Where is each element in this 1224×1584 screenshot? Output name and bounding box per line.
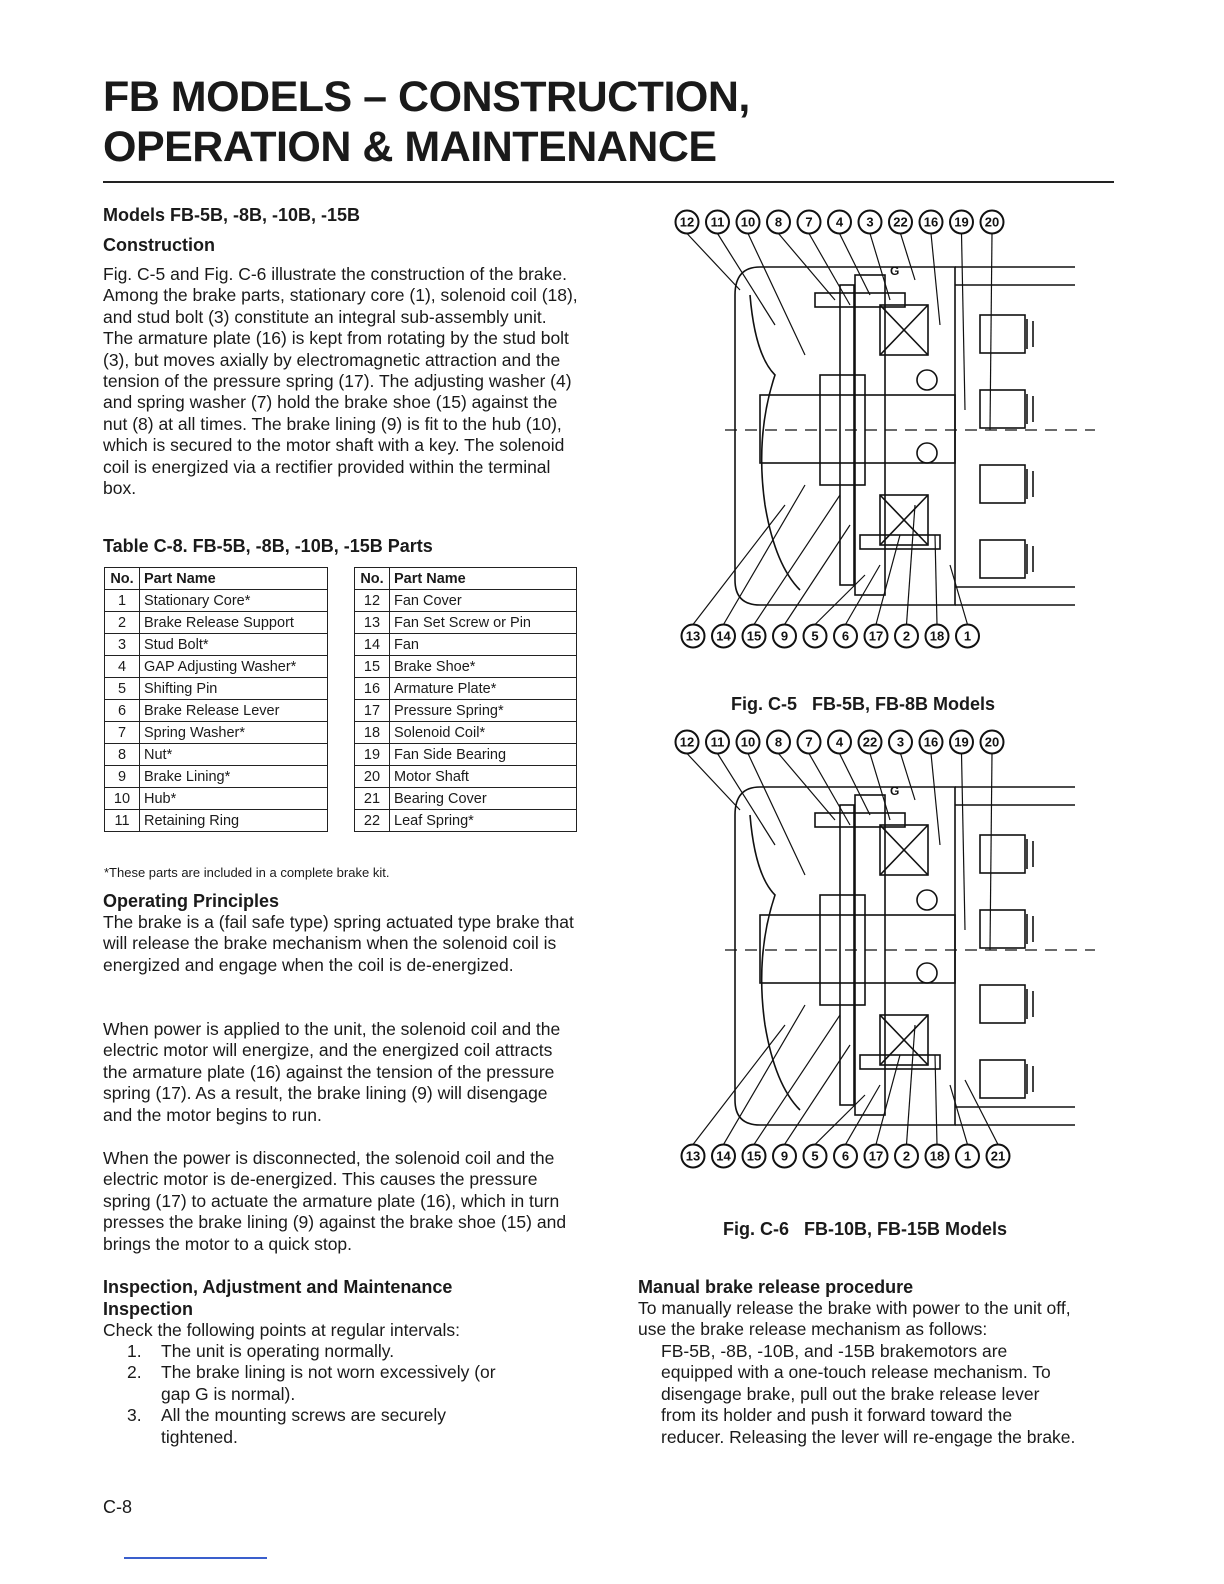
table-row	[355, 810, 577, 832]
callout-number: 1	[963, 1148, 972, 1164]
table-row	[355, 612, 577, 634]
motor-shaft	[760, 915, 955, 983]
part-name: Spring Washer*	[140, 722, 328, 744]
callout-number: 12	[679, 734, 695, 750]
callout-1	[956, 625, 979, 648]
part-number: 22	[355, 810, 390, 832]
callout-number: 20	[984, 214, 1000, 230]
callout-14	[712, 625, 735, 648]
callout-22	[889, 211, 912, 234]
callout-8	[767, 211, 790, 234]
manual-release-body: To manually release the brake with power to the unit off, use the brake release mechanism as follows:	[638, 1298, 1071, 1340]
leader-line	[687, 754, 740, 811]
callout-5	[804, 1145, 827, 1168]
part-name: Shifting Pin	[140, 678, 328, 700]
part-number: 6	[105, 700, 140, 722]
callout-2	[895, 625, 918, 648]
table-row	[355, 590, 577, 612]
operating-heading: Operating Principles	[103, 891, 280, 911]
cooling-fin	[980, 985, 1025, 1023]
figure-c6-caption: Fig. C-6 FB-10B, FB-15B Models	[723, 1219, 1008, 1239]
list-item-text: All the mounting screws are securely tightened.	[161, 1405, 446, 1447]
callout-number: 5	[811, 1148, 819, 1164]
bearing	[917, 370, 937, 390]
callout-number: 11	[710, 734, 725, 750]
part-number: 15	[355, 656, 390, 678]
inspection-subheading: Inspection	[103, 1299, 194, 1319]
callout-number: 1	[963, 628, 972, 644]
callout-5	[804, 625, 827, 648]
title-rule	[103, 181, 1114, 183]
col-no-header: No.	[105, 568, 140, 590]
part-number: 18	[355, 722, 390, 744]
part-number: 8	[105, 744, 140, 766]
leader-line	[990, 234, 992, 431]
part-name: Solenoid Coil*	[390, 722, 577, 744]
callout-13	[682, 1145, 705, 1168]
callout-number: 3	[866, 214, 874, 230]
callout-14	[712, 1145, 735, 1168]
parts-table-caption: Table C-8. FB-5B, -8B, -10B, -15B Parts	[103, 536, 433, 556]
callout-number: 15	[746, 1148, 762, 1164]
bearing	[917, 963, 937, 983]
callout-number: 2	[902, 1148, 911, 1164]
callout-6	[834, 625, 857, 648]
leader-line	[693, 505, 785, 625]
callout-number: 9	[780, 628, 789, 644]
callout-17	[865, 625, 888, 648]
callout-19	[950, 731, 973, 754]
table-row	[355, 656, 577, 678]
title-line-1: FB MODELS – CONSTRUCTION,	[103, 73, 750, 121]
part-number: 10	[105, 788, 140, 810]
callout-number: 22	[862, 734, 878, 750]
construction-heading: Construction	[103, 235, 215, 255]
table-row	[105, 612, 328, 634]
callout-8	[767, 731, 790, 754]
callout-7	[798, 731, 821, 754]
part-name: Nut*	[140, 744, 328, 766]
callout-number: 8	[774, 734, 783, 750]
callout-number: 5	[811, 628, 819, 644]
callout-number: 17	[868, 628, 884, 644]
callout-number: 21	[990, 1148, 1006, 1164]
part-name: Fan Cover	[390, 590, 577, 612]
part-name: Fan Set Screw or Pin	[390, 612, 577, 634]
part-number: 14	[355, 634, 390, 656]
part-name: GAP Adjusting Washer*	[140, 656, 328, 678]
callout-20	[981, 211, 1004, 234]
part-name: Bearing Cover	[390, 788, 577, 810]
callout-4	[828, 211, 851, 234]
part-number: 11	[105, 810, 140, 832]
part-name: Armature Plate*	[390, 678, 577, 700]
callout-number: 18	[929, 1148, 945, 1164]
leader-line	[962, 754, 966, 931]
callout-number: 3	[896, 734, 905, 750]
callout-number: 10	[740, 734, 756, 750]
list-item	[103, 1405, 523, 1448]
manual-release-detail: FB-5B, -8B, -10B, and -15B brakemotors are equipped with a one-touch release mechanism. To disengage brake, pull out the brake release lever from its holder and push it forward toward the reducer. Releasing the lever will re-engage the brake.	[661, 1341, 1076, 1447]
part-name: Brake Release Support	[140, 612, 328, 634]
cooling-fin	[980, 465, 1025, 503]
callout-11	[706, 731, 729, 754]
callout-3	[859, 211, 882, 234]
table-row	[355, 744, 577, 766]
callout-10	[737, 211, 760, 234]
callout-21	[987, 1145, 1010, 1168]
callout-2	[895, 1145, 918, 1168]
leader-line	[931, 754, 940, 846]
table-row	[355, 788, 577, 810]
list-item	[103, 1362, 523, 1405]
table-row	[355, 700, 577, 722]
bearing	[917, 443, 937, 463]
callout-number: 9	[780, 1148, 789, 1164]
callout-number: 14	[716, 628, 731, 644]
leader-line	[901, 234, 916, 281]
part-name: Brake Release Lever	[140, 700, 328, 722]
callout-15	[743, 1145, 766, 1168]
leader-line	[990, 754, 992, 951]
part-name: Pressure Spring*	[390, 700, 577, 722]
leader-line	[901, 754, 916, 801]
col-no-header: No.	[355, 568, 390, 590]
leader-line	[718, 234, 776, 326]
part-name: Stud Bolt*	[140, 634, 328, 656]
fan-cover-outline	[735, 787, 955, 1125]
table-header-row	[105, 568, 328, 590]
list-item-number: 2.	[127, 1362, 142, 1383]
callout-9	[773, 1145, 796, 1168]
table-row	[355, 678, 577, 700]
figure-c5	[665, 205, 1110, 660]
inspection-list	[103, 1341, 523, 1448]
callout-number: 19	[954, 734, 969, 750]
callout-number: 6	[841, 628, 850, 644]
parts-table-left	[104, 567, 328, 832]
callout-number: 10	[740, 214, 756, 230]
part-number: 3	[105, 634, 140, 656]
callout-10	[737, 731, 760, 754]
part-number: 13	[355, 612, 390, 634]
cooling-fin	[980, 315, 1025, 353]
fan-cover-outline	[735, 267, 955, 605]
parts-table-right	[354, 567, 577, 832]
table-row	[105, 744, 328, 766]
callout-number: 6	[841, 1148, 850, 1164]
callout-number: 22	[893, 214, 908, 230]
callout-1	[956, 1145, 979, 1168]
leader-line	[950, 1085, 968, 1145]
callout-number: 7	[805, 214, 813, 230]
fan-blade-outline	[750, 815, 800, 1110]
callout-6	[834, 1145, 857, 1168]
list-item-number: 1.	[127, 1341, 142, 1361]
part-name: Motor Shaft	[390, 766, 577, 788]
part-name: Brake Shoe*	[390, 656, 577, 678]
figure-c6-drawing	[665, 725, 1110, 1180]
part-number: 7	[105, 722, 140, 744]
table-row	[105, 656, 328, 678]
callout-number: 13	[685, 1148, 701, 1164]
table-row	[105, 766, 328, 788]
callout-number: 15	[746, 628, 762, 644]
callout-number: 20	[984, 734, 1000, 750]
callout-number: 12	[679, 214, 695, 230]
brake-lining	[840, 285, 854, 585]
title-line-2: OPERATION & MAINTENANCE	[103, 123, 717, 171]
part-number: 20	[355, 766, 390, 788]
part-number: 2	[105, 612, 140, 634]
part-name: Fan	[390, 634, 577, 656]
callout-3	[889, 731, 912, 754]
callout-number: 17	[868, 1148, 884, 1164]
leader-line	[962, 234, 966, 411]
manual-release-heading: Manual brake release procedure	[638, 1277, 914, 1297]
inspection-intro: Check the following points at regular intervals:	[103, 1320, 460, 1340]
callout-number: 14	[716, 1148, 731, 1164]
table-row	[105, 590, 328, 612]
part-name: Retaining Ring	[140, 810, 328, 832]
bearing	[917, 890, 937, 910]
leader-line	[950, 565, 968, 625]
page-title	[103, 72, 750, 172]
leader-line	[718, 754, 776, 846]
callout-number: 16	[923, 734, 939, 750]
part-number: 17	[355, 700, 390, 722]
callout-number: 13	[685, 628, 701, 644]
part-number: 16	[355, 678, 390, 700]
callout-12	[676, 211, 699, 234]
callout-number: 11	[710, 214, 725, 230]
callout-number: 8	[774, 214, 783, 230]
callout-22	[859, 731, 882, 754]
callout-number: 4	[835, 734, 844, 750]
table-row	[105, 634, 328, 656]
figure-c5-drawing	[665, 205, 1110, 660]
table-header-row	[355, 568, 577, 590]
cooling-fin	[980, 540, 1025, 578]
list-item-text: The brake lining is not worn excessively (or gap G is normal).	[161, 1362, 496, 1404]
col-name-header: Part Name	[390, 568, 577, 590]
callout-12	[676, 731, 699, 754]
callout-16	[920, 211, 943, 234]
part-name: Leaf Spring*	[390, 810, 577, 832]
table-row	[105, 700, 328, 722]
callout-17	[865, 1145, 888, 1168]
construction-body: Fig. C-5 and Fig. C-6 illustrate the construction of the brake. Among the brake parts, stationary core (1), solenoid coil (18), and stud bolt (3) constitute an integral sub-assembly unit. The armature plate (16) is kept from rotating by the stud bolt (3), but moves axially by electromagnetic attraction and the tension of the pressure spring (17). The adjusting washer (4) and spring washer (7) hold the brake shoe (15) against the nut (8) at all times. The brake lining (9) is fit to the hub (10), which is secured to the motor shaft with a key. The solenoid coil is energized via a rectifier provided within the terminal box.	[103, 264, 578, 499]
page-number: C-8	[103, 1497, 133, 1517]
motor-shaft	[760, 395, 955, 463]
callout-16	[920, 731, 943, 754]
callout-13	[682, 625, 705, 648]
footer-link-underline	[124, 1557, 267, 1559]
part-name: Fan Side Bearing	[390, 744, 577, 766]
callout-11	[706, 211, 729, 234]
callout-7	[798, 211, 821, 234]
table-row	[105, 722, 328, 744]
col-name-header: Part Name	[140, 568, 328, 590]
part-name: Stationary Core*	[140, 590, 328, 612]
callout-number: 7	[805, 734, 813, 750]
callout-15	[743, 625, 766, 648]
list-item-text: The unit is operating normally.	[161, 1341, 395, 1361]
list-item-number: 3.	[127, 1405, 142, 1426]
callout-19	[950, 211, 973, 234]
callout-18	[926, 625, 949, 648]
operating-para-3: When the power is disconnected, the solenoid coil and the electric motor is de-energized. This causes the pressure spring (17) to actuate the armature plate (16), which in turn presses the brake lining (9) against the brake shoe (15) and brings the motor to a quick stop.	[103, 1148, 567, 1254]
part-name: Brake Lining*	[140, 766, 328, 788]
figure-c5-caption: Fig. C-5 FB-5B, FB-8B Models	[731, 694, 996, 714]
callout-number: 2	[902, 628, 911, 644]
callout-number: 19	[954, 214, 969, 230]
callout-18	[926, 1145, 949, 1168]
table-row	[105, 788, 328, 810]
operating-para-2: When power is applied to the unit, the solenoid coil and the electric motor will energize, and the energized coil attracts the armature plate (16) against the tension of the pressure spring (17). As a result, the brake lining (9) will disengage and the motor begins to run.	[103, 1019, 561, 1125]
models-heading: Models FB-5B, -8B, -10B, -15B	[103, 205, 361, 225]
cooling-fin	[980, 910, 1025, 948]
part-number: 12	[355, 590, 390, 612]
part-number: 1	[105, 590, 140, 612]
brake-lining	[840, 805, 854, 1105]
part-number: 5	[105, 678, 140, 700]
part-number: 4	[105, 656, 140, 678]
callout-number: 16	[923, 214, 939, 230]
operating-para-1: The brake is a (fail safe type) spring actuated type brake that will release the brake mechanism when the solenoid coil is energized and engage when the coil is de-energized.	[103, 912, 574, 975]
leader-line	[931, 234, 940, 326]
part-number: 21	[355, 788, 390, 810]
part-name: Hub*	[140, 788, 328, 810]
list-item	[103, 1341, 523, 1362]
cooling-fin	[980, 1060, 1025, 1098]
part-number: 9	[105, 766, 140, 788]
callout-20	[981, 731, 1004, 754]
callout-4	[828, 731, 851, 754]
callout-number: 18	[929, 628, 945, 644]
callout-number: 4	[835, 214, 844, 230]
cooling-fin	[980, 835, 1025, 873]
figure-c6	[665, 725, 1110, 1180]
leader-line	[687, 234, 740, 291]
leader-line	[965, 1080, 998, 1145]
leader-line	[693, 1025, 785, 1145]
gap-label: G	[890, 264, 900, 278]
table-row	[355, 634, 577, 656]
gap-label: G	[890, 784, 900, 798]
table-row	[355, 766, 577, 788]
inspection-heading: Inspection, Adjustment and Maintenance	[103, 1277, 453, 1297]
table-row	[355, 722, 577, 744]
part-number: 19	[355, 744, 390, 766]
table-row	[105, 678, 328, 700]
table-footnote: *These parts are included in a complete brake kit.	[104, 865, 390, 880]
table-row	[105, 810, 328, 832]
fan-blade-outline	[750, 295, 800, 590]
callout-9	[773, 625, 796, 648]
cooling-fin	[980, 390, 1025, 428]
